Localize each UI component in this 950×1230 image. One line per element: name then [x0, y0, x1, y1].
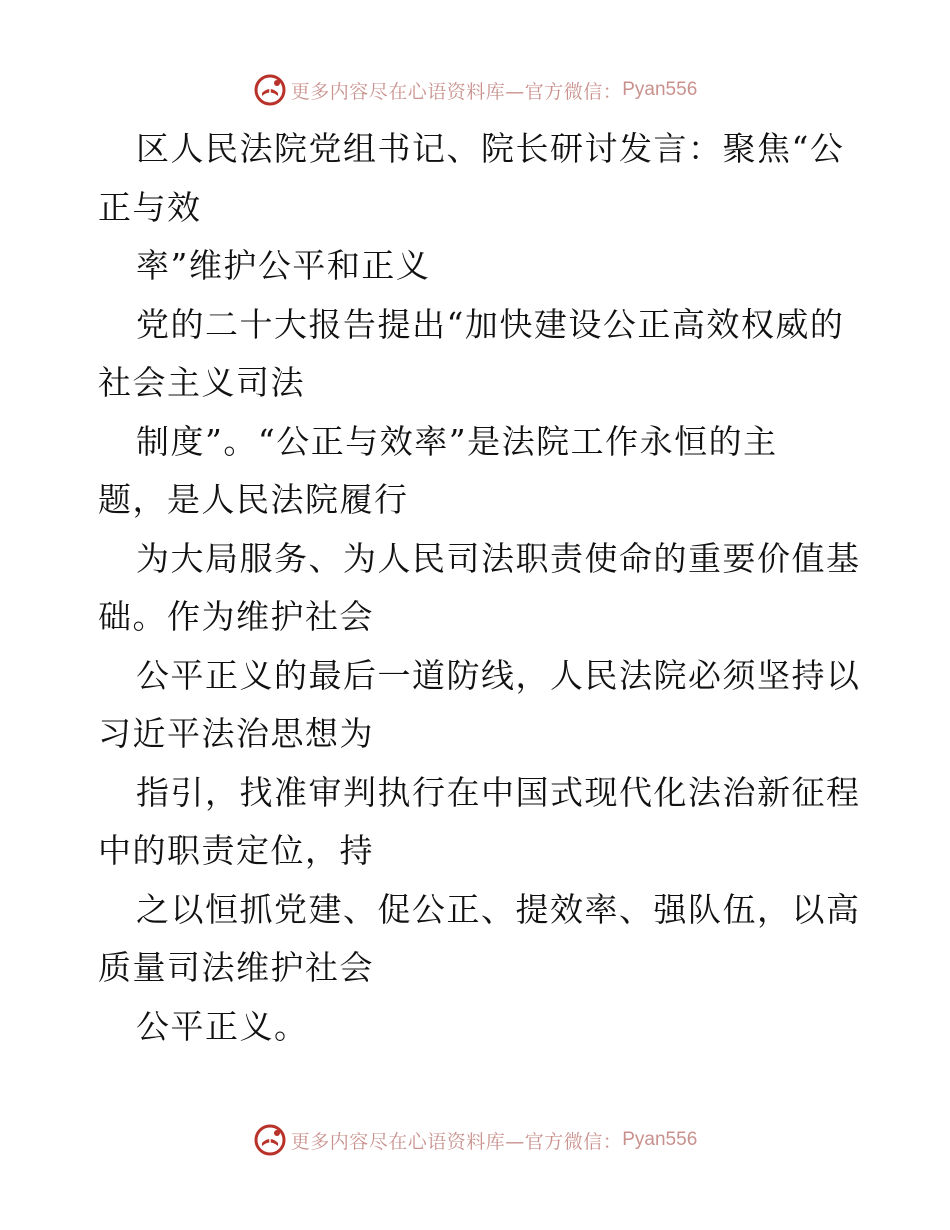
- header-watermark: [0, 70, 950, 110]
- body-line: 公平正义的最后一道防线，人民法院必须坚持以: [136, 655, 861, 695]
- watermark-text: 更多内容尽在心语资料库—官方微信：: [290, 80, 623, 103]
- body-line: 党的二十大报告提出“加快建设公正高效权威的: [136, 304, 845, 344]
- footer-watermark: [0, 1120, 950, 1160]
- body-line: 制度”。“公正与效率”是法院工作永恒的主: [136, 421, 778, 461]
- body-line: 指引，找准审判执行在中国式现代化法治新征程: [136, 772, 861, 812]
- body-line: 为大局服务、为人民司法职责使命的重要价值基: [136, 538, 861, 578]
- book-logo-icon: [253, 73, 287, 107]
- body-line: 中的职责定位，持: [98, 831, 374, 870]
- body-line: 题，是人民法院履行: [98, 480, 409, 519]
- body-line: 之以恒抓党建、促公正、提效率、强队伍，以高: [136, 889, 861, 929]
- body-line: 习近平法治思想为: [98, 714, 374, 753]
- body-line: 础。作为维护社会: [98, 597, 374, 636]
- body-line: 正与效: [98, 187, 202, 227]
- watermark-wechat-id: Pyan556: [622, 79, 698, 100]
- book-logo-icon: [253, 1123, 287, 1157]
- body-line: 质量司法维护社会: [98, 948, 374, 987]
- body-line: 率”维护公平和正义: [136, 246, 431, 285]
- watermark-wechat-id: Pyan556: [622, 1129, 698, 1150]
- watermark-text: 更多内容尽在心语资料库—官方微信：: [290, 1130, 623, 1153]
- body-line: 公平正义。: [136, 1006, 309, 1046]
- document-body: [98, 120, 861, 1056]
- body-line: 区人民法院党组书记、院长研讨发言：聚焦“公: [136, 129, 845, 168]
- body-line: 社会主义司法: [98, 363, 305, 402]
